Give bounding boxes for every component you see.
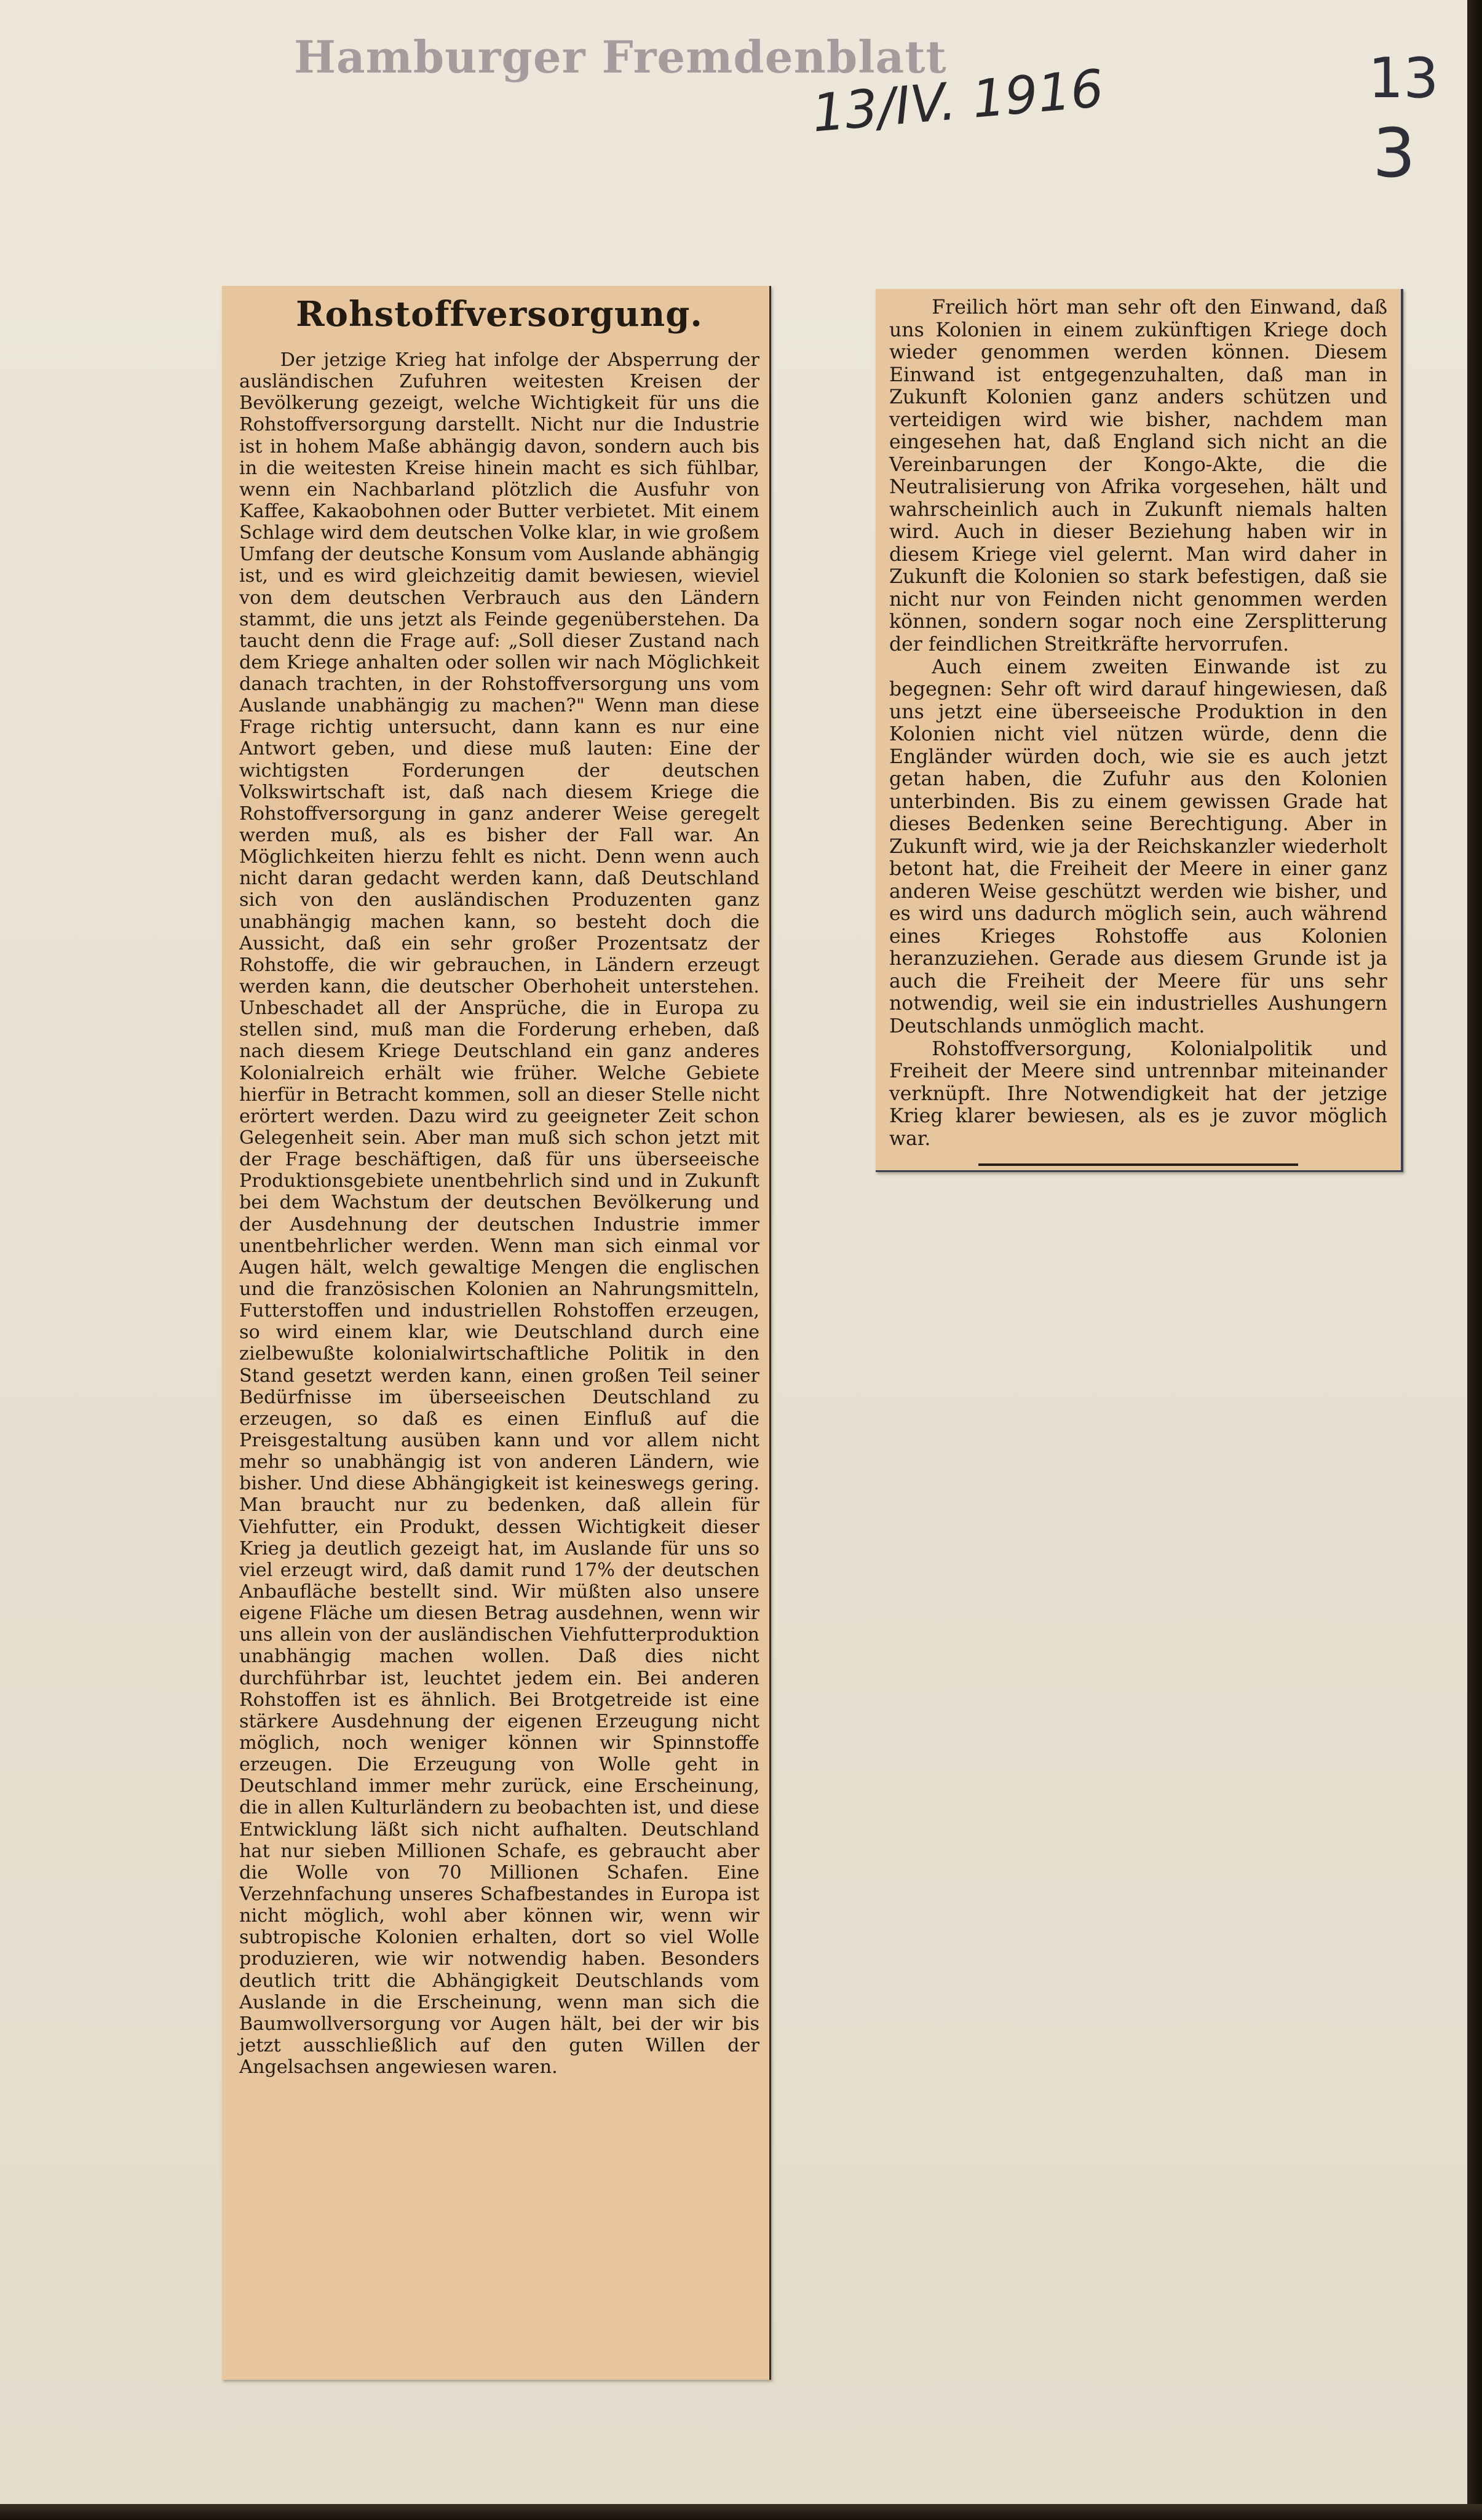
scan-edge-bottom bbox=[0, 2504, 1482, 2520]
handwritten-number-bottom: 3 bbox=[1373, 114, 1416, 192]
scan-edge-right bbox=[1467, 0, 1482, 2520]
article-paragraph: Freilich hört man sehr oft den Einwand, daß uns Kolonien in einem zukünftigen Kriege doch wieder genommen werden können. Diesem Einwand ist entgegenzuhalten, daß man in Zukunft Kolonien ganz anders schützen und verteidigen wird wie bisher, nachdem man eingesehen hat, daß England sich nicht an die Vereinbarungen der Kongo-Akte, die die Neutralisierung von Afrika vorgesehen, hält und wahrscheinlich auch in Zukunft niemals halten wird. Auch in dieser Beziehung haben wir in diesem Kriege viel gelernt. Man wird daher in Zukunft die Kolonien so stark befestigen, daß sie nicht nur von Feinden nicht genommen werden können, sondern sogar noch eine Zersplitterung der feindlichen Streitkräfte hervorrufen. bbox=[889, 296, 1387, 656]
handwritten-date: 13/IV. 1916 bbox=[809, 58, 1106, 144]
clipping-left-column bbox=[222, 286, 771, 2380]
article-paragraph: Rohstoffversorgung, Kolonialpolitik und Freiheit der Meere sind untrennbar miteinander verknüpft. Ihre Notwendigkeit hat der jetzige Krieg klarer bewiesen, als es je zuvor möglich war. bbox=[889, 1037, 1387, 1150]
article-paragraph: Der jetzige Krieg hat infolge der Absperrung der ausländischen Zufuhren weitesten Kreisen der Bevölkerung gezeigt, welche Wichtigkeit für uns die Rohstoffversorgung darstellt. Nicht nur die Industrie ist in hohem Maße abhängig davon, sondern auch bis in die weitesten Kreise hinein macht es sich fühlbar, wenn ein Nachbarland plötzlich die Ausfuhr von Kaffee, Kakaobohnen oder Butter verbietet. Mit einem Schlage wird dem deutschen Volke klar, in wie großem Umfang der deutsche Konsum vom Auslande abhängig ist, und es wird gleichzeitig damit bewiesen, wieviel von dem deutschen Verbrauch aus den Ländern stammt, die uns jetzt als Feinde gegenüberstehen. Da taucht denn die Frage auf: „Soll dieser Zustand nach dem Kriege anhalten oder sollen wir nach Möglichkeit danach trachten, in der Rohstoffversorgung uns vom Auslande unabhängig zu machen?" Wenn man diese Frage richtig untersucht, dann kann es nur eine Antwort geben, und diese muß lauten: Eine der wichtigsten Forderungen der deutschen Volkswirtschaft ist, daß nach diesem Kriege die Rohstoffversorgung in ganz anderer Weise geregelt werden muß, als es bisher der Fall war. An Möglichkeiten hierzu fehlt es nicht. Denn wenn auch nicht daran gedacht werden kann, daß Deutschland sich von den ausländischen Produzenten ganz unabhängig machen kann, so besteht doch die Aussicht, daß ein sehr großer Prozentsatz der Rohstoffe, die wir gebrauchen, in Ländern erzeugt werden kann, die deutscher Oberhoheit unterstehen. Unbeschadet all der Ansprüche, die in Europa zu stellen sind, muß man die Forderung erheben, daß nach diesem Kriege Deutschland ein ganz anderes Kolonialreich erhält wie früher. Welche Gebiete hierfür in Betracht kommen, soll an dieser Stelle nicht erörtert werden. Dazu wird zu geeigneter Zeit schon Gelegenheit sein. Aber man muß sich schon jetzt mit der Frage beschäftigen, daß für uns überseeische Produktionsgebiete unentbehrlich sind und in Zukunft bei dem Wachstum der deutschen Bevölkerung und der Ausdehnung der deutschen Industrie immer unentbehrlicher werden. Wenn man sich einmal vor Augen hält, welch gewaltige Mengen die englischen und die französischen Kolonien an Nahrungsmitteln, Futterstoffen und industriellen Rohstoffen erzeugen, so wird einem klar, wie Deutschland durch eine zielbewußte kolonialwirtschaftliche Politik in den Stand gesetzt werden kann, einen großen Teil seiner Bedürfnisse im überseeischen Deutschland zu erzeugen, so daß es einen Einfluß auf die Preisgestaltung ausüben kann und vor allem nicht mehr so unabhängig ist von anderen Ländern, wie bisher. Und diese Abhängigkeit ist keineswegs gering. Man braucht nur zu bedenken, daß allein für Viehfutter, ein Produkt, dessen Wichtigkeit dieser Krieg ja deutlich gezeigt hat, im Auslande für uns so viel erzeugt wird, daß damit rund 17% der deutschen Anbaufläche bestellt sind. Wir müßten also unsere eigene Fläche um diesen Betrag ausdehnen, wenn wir uns allein von der ausländischen Viehfutterproduktion unabhängig machen wollen. Daß dies nicht durchführbar ist, leuchtet jedem ein. Bei anderen Rohstoffen ist es ähnlich. Bei Brotgetreide ist eine stärkere Ausdehnung der eigenen Erzeugung nicht möglich, noch weniger können wir Spinnstoffe erzeugen. Die Erzeugung von Wolle geht in Deutschland immer mehr zurück, eine Erscheinung, die in allen Kulturländern zu beobachten ist, und diese Entwicklung läßt sich nicht aufhalten. Deutschland hat nur sieben Millionen Schafe, es gebraucht aber die Wolle von 70 Millionen Schafen. Eine Verzehnfachung unseres Schafbestandes in Europa ist nicht möglich, wohl aber können wir, wenn wir subtropische Kolonien erhalten, dort so viel Wolle produzieren, wie wir notwendig haben. Besonders deutlich tritt die Abhängigkeit Deutschlands vom Auslande in die Erscheinung, wenn man sich die Baumwollversorgung vor Augen hält, bei der wir bis jetzt ausschließlich auf den guten Willen der Angelsachsen angewiesen waren. bbox=[239, 349, 759, 2078]
end-rule bbox=[978, 1163, 1298, 1166]
newspaper-stamp: Hamburger Fremdenblatt bbox=[294, 31, 947, 83]
handwritten-number-top: 13 bbox=[1368, 46, 1439, 111]
clipping-right-column bbox=[876, 289, 1403, 1172]
article-title: Rohstoffversorgung. bbox=[296, 294, 703, 335]
article-paragraph: Auch einem zweiten Einwande ist zu begegnen: Sehr oft wird darauf hingewiesen, daß uns jetzt eine überseeische Produktion in den Kolonien nicht viel nützen würde, denn die Engländer würden doch, wie sie es auch jetzt getan haben, die Zufuhr aus den Kolonien unterbinden. Bis zu einem gewissen Grade hat dieses Bedenken seine Berechtigung. Aber in Zukunft wird, wie ja der Reichskanzler wiederholt betont hat, die Freiheit der Meere in einer ganz anderen Weise geschützt werden wie bisher, und es wird uns dadurch möglich sein, auch während eines Krieges Rohstoffe aus Kolonien heranzuziehen. Gerade aus diesem Grunde ist ja auch die Freiheit der Meere für uns sehr notwendig, weil sie ein industrielles Aushungern Deutschlands unmöglich macht. bbox=[889, 656, 1387, 1037]
